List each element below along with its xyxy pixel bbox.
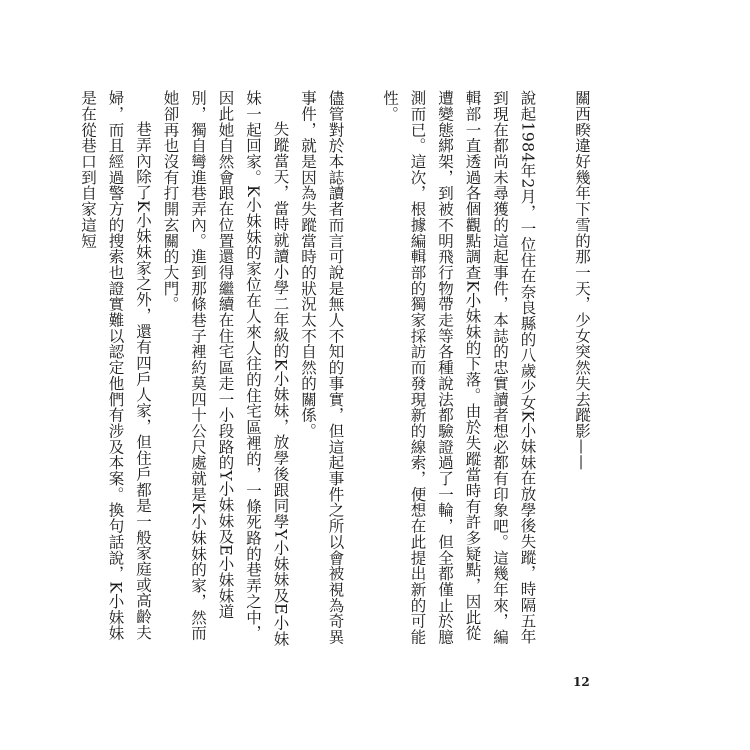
- title-spacing: [541, 90, 568, 650]
- vertical-text-block: [74, 90, 596, 650]
- paragraph-4: 巷弄內除了K小妹妹家之外，還有四戶人家，但住戶都是一般家庭或高齡夫婦，而且經過警方的搜索也證實難以認定他們有涉及本案。換句話說，K小妹妹是在從巷口到自家這短: [79, 90, 152, 641]
- paragraph-3: 失蹤當天，當時就讀小學二年級的K小妹妹，放學後跟同學Y小妹妹及E小妹妹一起回家。K小妹妹的家位在人來人往的住宅區裡的，一條死路的巷弄之中，因此她自然會跟在位置還得繼續在住宅區走一小段路的Y小妹妹及E小妹妹道別，獨自彎進巷弄內。進到那條巷子裡約莫四十公尺處就是K小妹妹的家，然而她卻再也沒有打開玄關的大門。: [161, 90, 290, 647]
- paragraph-1: 說起1984年2月，一位住在奈良縣的八歲少女K小妹妹在放學後失蹤，時隔五年到現在都尚未尋獲的這起事件，本誌的忠實讀者想必都有印象吧。這幾年來，編輯部一直透過各個觀點調查K小妹妹的下落。由於失蹤當時有許多疑點，因此從遭變態綁架，到被不明飛行物帶走等各種說法都驗證過了一輪，但全都僅止於臆測而已。這次，根據編輯部的獨家採訪而發現新的線索，便想在此提出新的可能性。: [381, 90, 537, 645]
- paragraph-2: 儘管對於本誌讀者而言可說是無人不知的事實，但這起事件之所以會被視為奇異事件，就是因為失蹤當時的狀況太不自然的關係。: [299, 90, 345, 645]
- chapter-title-line: 關西睽違好幾年下雪的那一天，少女突然失去蹤影——: [573, 90, 591, 471]
- page-number: 12: [573, 675, 590, 689]
- paragraph-spacing: [349, 90, 376, 650]
